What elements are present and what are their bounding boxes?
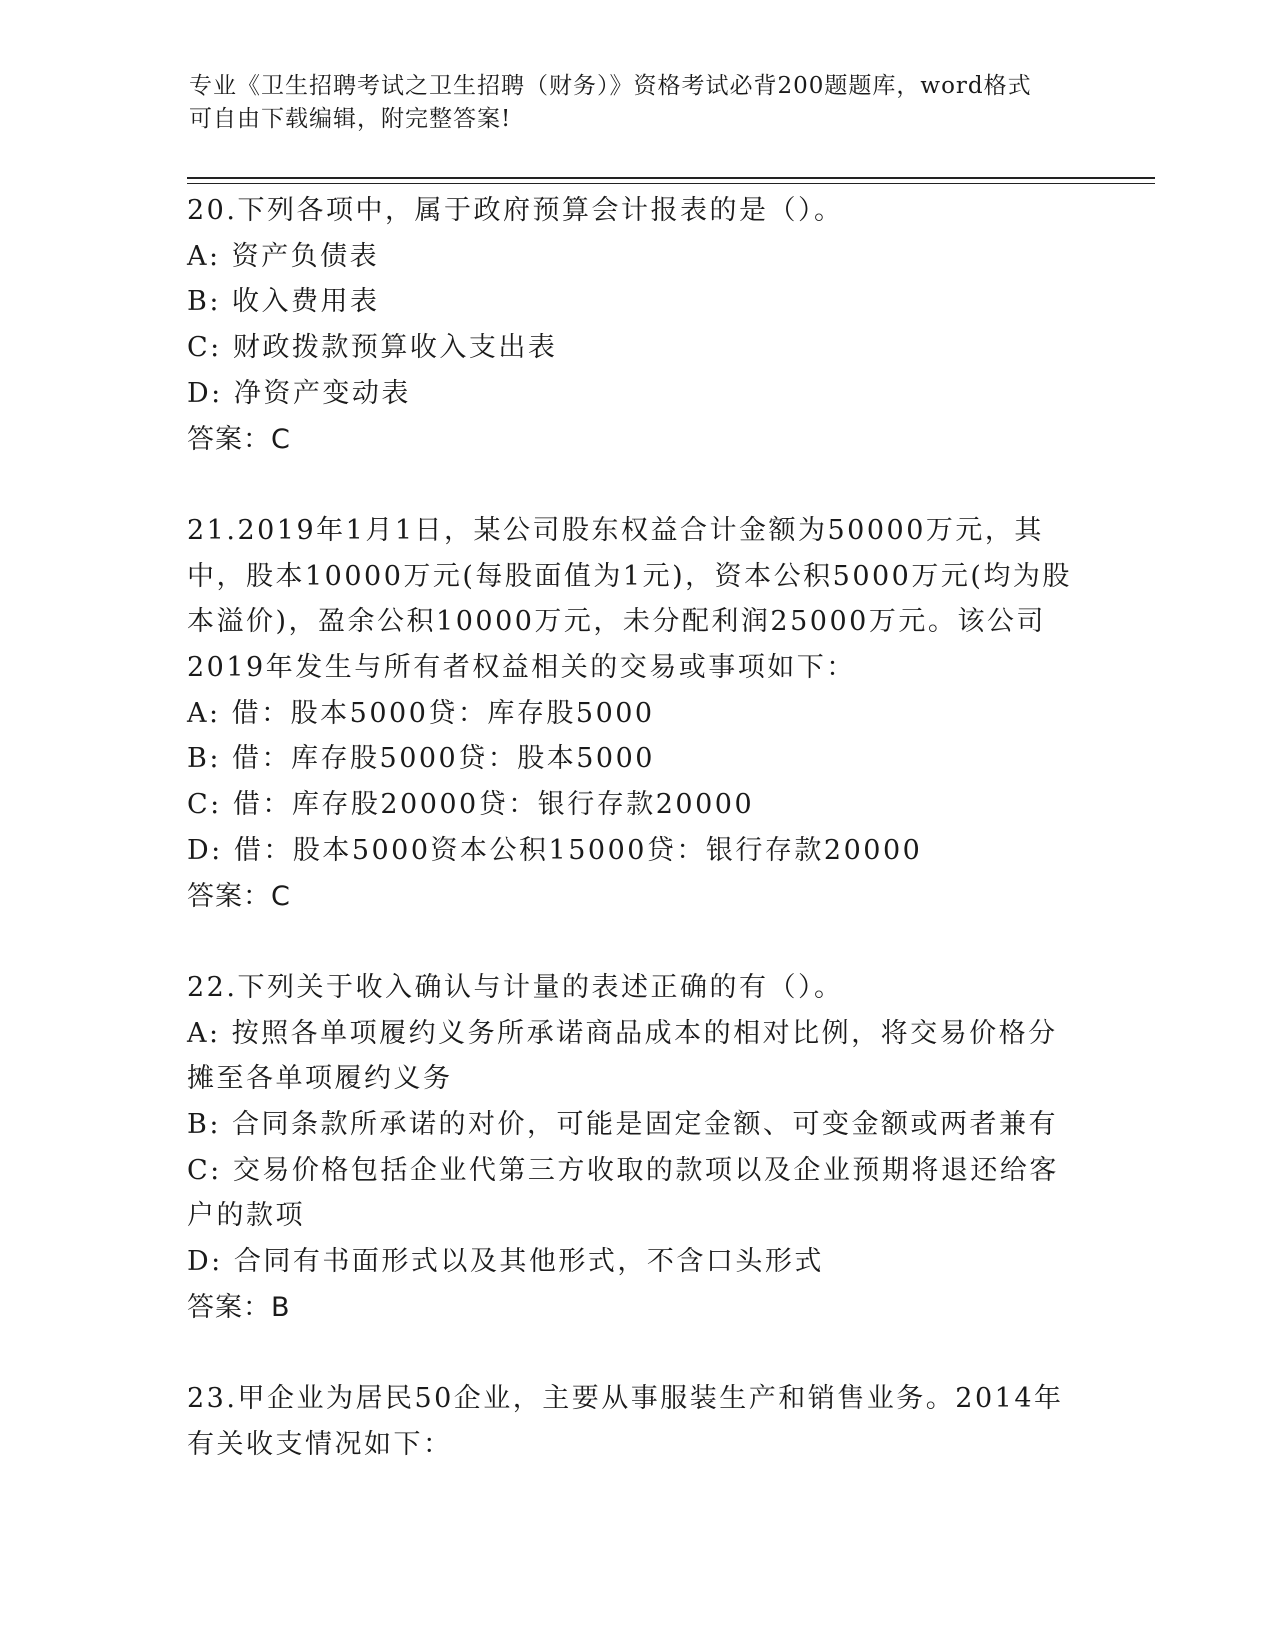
option-c: C: 交易价格包括企业代第三方收取的款项以及企业预期将退还给客户的款项 bbox=[187, 1154, 1059, 1232]
question-stem: 23.甲企业为居民50企业，主要从事服装生产和销售业务。2014年有关收支情况如下： bbox=[187, 1383, 1064, 1460]
option-a: A: 借：股本5000贷：库存股5000 bbox=[187, 697, 655, 729]
header-divider-thick bbox=[187, 177, 1155, 179]
question-20 bbox=[187, 188, 1087, 462]
option-d: D: 净资产变动表 bbox=[187, 377, 411, 409]
question-21 bbox=[187, 508, 1087, 919]
header-divider-thin bbox=[187, 183, 1155, 184]
answer: 答案：C bbox=[187, 880, 291, 912]
option-d: D: 合同有书面形式以及其他形式，不含口头形式 bbox=[187, 1246, 824, 1278]
answer: 答案：C bbox=[187, 423, 291, 455]
option-b: B: 合同条款所承诺的对价，可能是固定金额、可变金额或两者兼有 bbox=[187, 1109, 1059, 1141]
question-23 bbox=[187, 1376, 1087, 1467]
document-intro bbox=[189, 70, 1069, 136]
option-c: C: 财政拨款预算收入支出表 bbox=[187, 332, 558, 364]
option-b: B: 借：库存股5000贷：股本5000 bbox=[187, 743, 655, 775]
option-b: B: 收入费用表 bbox=[187, 286, 380, 318]
option-a: A: 资产负债表 bbox=[187, 240, 380, 272]
question-22 bbox=[187, 965, 1087, 1331]
option-c: C: 借：库存股20000贷：银行存款20000 bbox=[187, 789, 755, 821]
answer: 答案：B bbox=[187, 1291, 291, 1323]
question-stem: 20.下列各项中，属于政府预算会计报表的是（）。 bbox=[187, 195, 844, 226]
option-d: D: 借：股本5000资本公积15000贷：银行存款20000 bbox=[187, 834, 923, 866]
question-list bbox=[187, 188, 1087, 1513]
intro-line-1: 专业《卫生招聘考试之卫生招聘（财务）》资格考试必背200题题库，word格式 bbox=[189, 73, 1032, 99]
intro-line-2: 可自由下载编辑，附完整答案! bbox=[189, 106, 512, 132]
option-a: A: 按照各单项履约义务所承诺商品成本的相对比例，将交易价格分摊至各单项履约义务 bbox=[187, 1017, 1058, 1095]
question-stem: 22.下列关于收入确认与计量的表述正确的有（）。 bbox=[187, 971, 844, 1003]
question-stem: 21.2019年1月1日，某公司股东权益合计金额为50000万元，其中，股本10000万元(每股面值为1元)，资本公积5000万元(均为股本溢价)，盈余公积10000万元，未分配利润25000万元。该公司2019年发生与所有者权益相关的交易或事项如下： bbox=[187, 514, 1072, 684]
